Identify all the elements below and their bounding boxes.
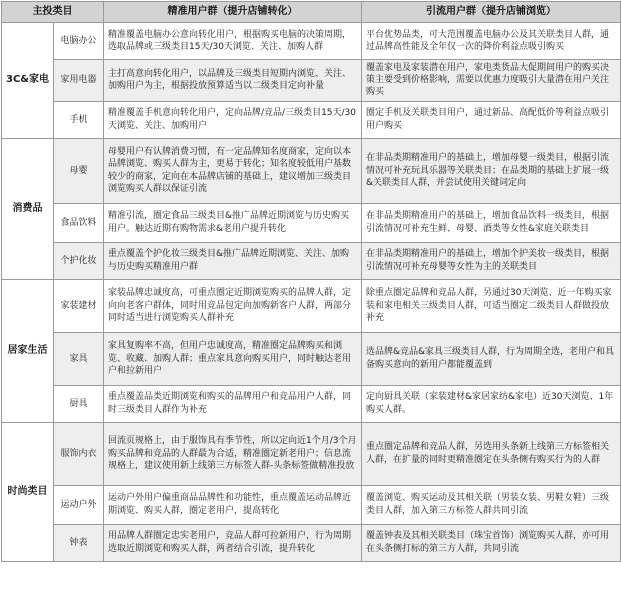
traffic-cell: 在非品类期精准用户的基础上，增加个护美妆一级类目，根据引流情况可补充母婴等女性为主的关联类目 (362, 242, 621, 279)
sub-category: 钟表 (54, 524, 104, 561)
sub-category: 食品饮料 (54, 203, 104, 242)
traffic-cell: 圈定手机及关联类目用户，通过新品、高配低价等利益点吸引用户购买 (362, 101, 621, 138)
conversion-cell: 重点覆盖品类近期浏览和购买的品牌用户和竞品用户人群，同时三级类目人群作为补充 (104, 385, 362, 422)
conversion-cell: 精准覆盖手机意向转化用户，定向品牌/竞品/三级类目15天/30天浏览、关注、加购用户 (104, 101, 362, 138)
table-row (2, 279, 621, 332)
traffic-cell: 定向厨具关联（家装建材&家居家纺&家电）近30天浏览、1年购买人群。 (362, 385, 621, 422)
conversion-cell: 用品牌人群圈定忠实老用户，竞品人群可拉新用户，行为周期选取近期浏览和购买人群，两者结合引流，提升转化 (104, 524, 362, 561)
traffic-cell: 除重点圈定品牌和竞品人群，另通过30天浏览、近一年购买家装和家电相关三级类目人群，可适当圈定二级类目人群做投放补充 (362, 279, 621, 332)
sub-category: 服饰内衣 (54, 422, 104, 485)
conversion-cell: 母婴用户有认牌消费习惯，有一定品牌知名度商家，定向以本品牌浏览、购买人群为主，更易于转化；知名度较低用户基数较少的商家，定向在本品牌店铺的基础上，建议增加三级类目浏览购买人群以保证引流 (104, 138, 362, 203)
table-row (2, 332, 621, 385)
header-category: 主投类目 (2, 2, 104, 23)
conversion-cell: 家具复购率不高，但用户忠诚度高，精准圈定品牌购买和浏览、收藏、加购人群；重点家具意向购买用户，同时触达老用户和拉新用户 (104, 332, 362, 385)
traffic-cell: 在非品类期精准用户的基础上，增加食品饮料一级类目，根据引流情况可补充生鲜、母婴、酒类等女性&家庭关联类目 (362, 203, 621, 242)
traffic-cell: 选品牌&竞品&家具三级类目人群，行为周期全选，老用户和具备购买意向的新用户都能覆盖到 (362, 332, 621, 385)
conversion-cell: 家装品牌忠诚度高，可重点圈定近期浏览购买的品牌人群，定向向老客户群体，同时用竞品包定向加购新客户人群，两部分同时适当进行浏览购买人群补充 (104, 279, 362, 332)
table-row (2, 138, 621, 203)
conversion-cell: 精准覆盖电脑办公意向转化用户，根据购买电脑的决策周期，选取品牌或三级类目15天/30天浏览、关注、加购人群 (104, 23, 362, 60)
traffic-cell: 覆盖钟表及其相关联类目（珠宝首饰）浏览购买人群，亦可用在头条侧打标的第三方人群，共同引流 (362, 524, 621, 561)
traffic-cell: 在非品类期精准用户的基础上，增加母婴一级类目，根据引流情况可补充玩具乐器等关联类目；在品类期的基础上扩展一级&关联类目人群，并尝试使用关键词定向 (362, 138, 621, 203)
conversion-cell: 精准引流，圈定食品三级类目&推广品牌近期浏览与历史购买用户。触达近期有购物需求&老用户提升转化 (104, 203, 362, 242)
table-row (2, 242, 621, 279)
targeting-table (1, 1, 621, 562)
traffic-cell: 覆盖家电及家装潜在用户，家电类货品大促期间用户的购买决策主要受到价格影响，需要以优惠力度吸引大量潜在用户关注购买 (362, 60, 621, 102)
header-row (2, 2, 621, 23)
major-category: 居家生活 (2, 279, 54, 422)
sub-category: 家用电器 (54, 60, 104, 102)
table-row (2, 60, 621, 102)
major-category: 3C&家电 (2, 23, 54, 139)
sub-category: 家装建材 (54, 279, 104, 332)
conversion-cell: 主打高意向转化用户，以品牌及三级类目短期内浏览、关注、加购用户为主，根据投放预算适当以二级类目定向补量 (104, 60, 362, 102)
traffic-cell: 平台优势品类，可大范围覆盖电脑办公及其关联类目人群，通过品牌高性能及全年仅一次的降价利益点吸引购买 (362, 23, 621, 60)
header-conversion: 精准用户群（提升店铺转化） (104, 2, 362, 23)
major-category: 消费品 (2, 138, 54, 279)
traffic-cell: 覆盖浏览、购买运动及其相关联（男装女装、男鞋女鞋）三级类目人群，加入第三方标签人群共同引流 (362, 485, 621, 524)
header-traffic: 引流用户群（提升店铺浏览） (362, 2, 621, 23)
conversion-cell: 重点覆盖个护化妆三级类目&推广品牌近期浏览、关注、加购与历史购买精准用户群 (104, 242, 362, 279)
conversion-cell: 回流页规格上，由于服饰具有季节性，所以定向近1个月/3个月购买品牌和竞品的人群最为合适，精准圈定新老用户；信息流规格上，建议使用新上线第三方标签人群-头条标签做精准投放 (104, 422, 362, 485)
sub-category: 手机 (54, 101, 104, 138)
table-row (2, 23, 621, 60)
conversion-cell: 运动户外用户偏重商品品牌性和功能性，重点覆盖运动品牌近期浏览、购买人群，圈定老用户，提高转化 (104, 485, 362, 524)
sub-category: 电脑办公 (54, 23, 104, 60)
table-row (2, 524, 621, 561)
table-row (2, 385, 621, 422)
sub-category: 厨具 (54, 385, 104, 422)
major-category: 时尚类目 (2, 422, 54, 561)
sub-category: 家具 (54, 332, 104, 385)
traffic-cell: 重点圈定品牌和竞品人群，另选用头条新上线第三方标签相关人群，在扩量的同时更精准圈定在头条侧有购买行为的人群 (362, 422, 621, 485)
table-row (2, 101, 621, 138)
table-row (2, 203, 621, 242)
sub-category: 运动户外 (54, 485, 104, 524)
sub-category: 母婴 (54, 138, 104, 203)
table-row (2, 485, 621, 524)
table-row (2, 422, 621, 485)
sub-category: 个护化妆 (54, 242, 104, 279)
